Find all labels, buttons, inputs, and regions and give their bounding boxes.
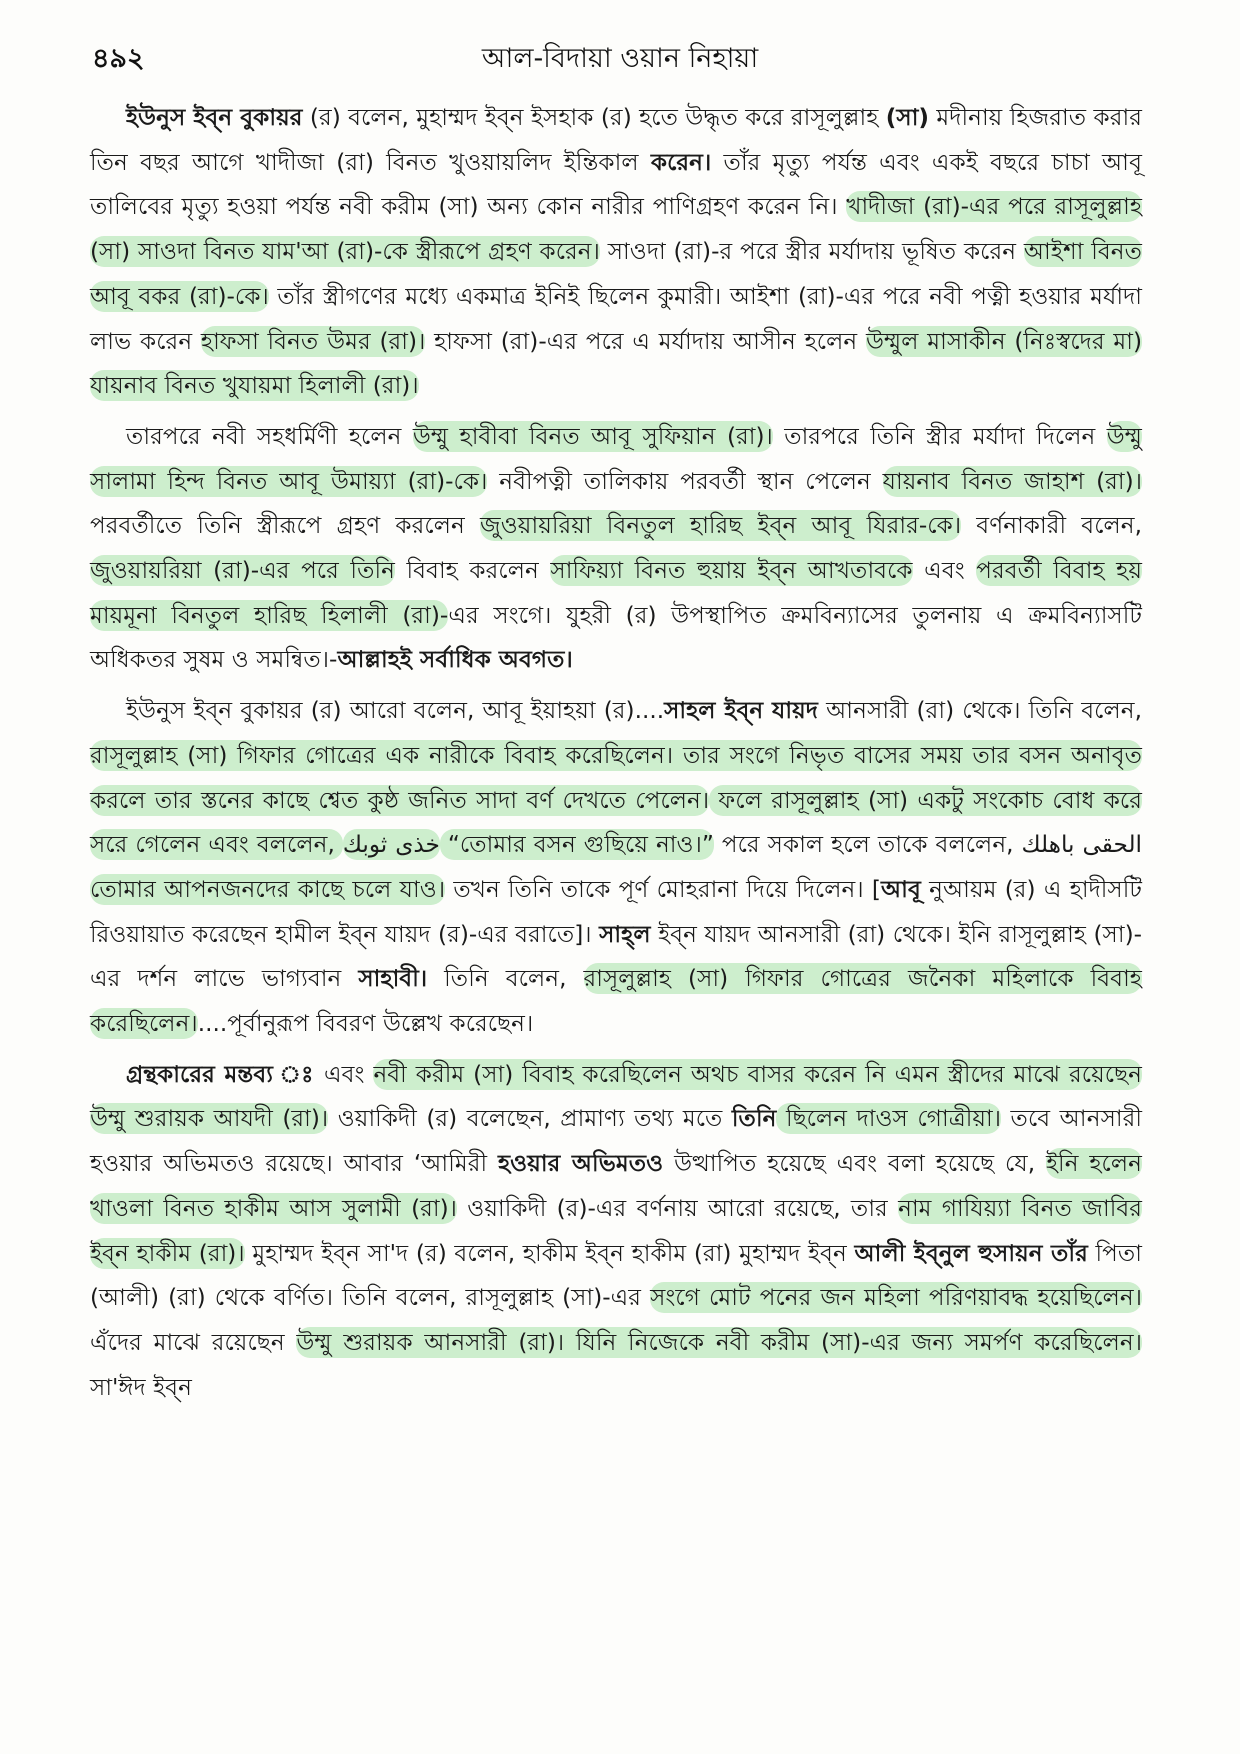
text-span: আবূ — [880, 875, 921, 903]
text-span: সাহল ইব্ন যায়দ — [664, 697, 818, 725]
highlighted-text: উম্মু সালামা হিন্দ বিনত আবূ উমায়্যা (রা)-কে। — [90, 422, 1143, 495]
text-span: গ্রন্থকারের মন্তব্য ঃ — [126, 1060, 316, 1088]
highlighted-text: উম্মু শুরায়ক আনসারী (রা)। যিনি নিজেকে নবী করীম (সা)-এর জন্য সমর্পণ করেছিলেন। — [296, 1328, 1142, 1356]
text-span: তাঁর মৃত্যু পর্যন্ত এবং একই বছরে চাচা আবূ তালিবের মৃত্যু হওয়া পর্যন্ত নবী করীম (সা) অন্য কোন নারীর পাণিগ্রহণ করেন নি। — [90, 148, 1142, 221]
text-span: এবং — [912, 557, 977, 585]
text-span: বিবাহ করলেন — [394, 557, 551, 585]
highlighted-text: সংগে মোট পনের জন মহিলা পরিণয়াবদ্ধ হয়েছিলেন। — [650, 1284, 1142, 1312]
highlighted-text: রাসূলুল্লাহ (সা) গিফার গোত্রের জনৈকা মহিলাকে বিবাহ করেছিলেন। — [90, 965, 1142, 1038]
highlighted-text: ইনি হলেন খাওলা বিনত হাকীম আস সুলামী (রা)। — [90, 1150, 1142, 1222]
text-span: আলী ইব্নুল হুসায়ন তাঁর — [854, 1239, 1088, 1267]
arabic-phrase: خذى ثوبك — [342, 831, 440, 859]
highlighted-text: ফলে রাসূলুল্লাহ (সা) একটু সংকোচ বোধ করে সরে গেলেন এবং বললেন, — [90, 786, 1143, 859]
text-span: ইউনুস ইব্ন বুকায়র (র) আরো বলেন, আবূ ইয়াহয়া (র).... — [126, 697, 665, 725]
text-span: মদীনায় হিজরাত করার তিন বছর আগে খাদীজা (রা) বিনত খুওয়ায়লিদ ইন্তিকাল — [90, 104, 1143, 176]
highlighted-text: নবী করীম (সা) বিবাহ করেছিলেন অথচ বাসর করেন নি এমন স্ত্রীদের মাঝে রয়েছেন উম্মু শুরায়ক আযদী (রা)। — [90, 1060, 1142, 1133]
running-title: আল-বিদায়া ওয়ান নিহায়া — [481, 43, 759, 74]
highlighted-text: খাদীজা (রা)-এর পরে রাসূলুল্লাহ (সা) সাওদা বিনত যাম'আ (রা)-কে স্ত্রীরূপে গ্রহণ করেন। — [90, 193, 1143, 266]
text-span: নুআয়ম (র) এ হাদীসটি রিওয়ায়াত করেছেন হামীল ইব্ন যায়দ (র)-এর বরাতে]। — [90, 875, 1143, 948]
page-number: ৪৯২ — [92, 43, 145, 74]
text-span: সা'ঈদ ইব্ন — [90, 1373, 192, 1401]
page-header — [92, 38, 1148, 78]
text-span: তিনি — [731, 1105, 777, 1133]
arabic-phrase: الحقى باهلك — [1021, 831, 1142, 859]
highlighted-text: উম্মু হাবীবা বিনত আবূ সুফিয়ান (রা)। — [412, 422, 773, 450]
highlighted-text: জুওয়ায়রিয়া বিনতুল হারিছ ইব্ন আবূ যিরার-কে। — [480, 512, 962, 540]
paragraph-1 — [90, 96, 1142, 409]
text-span: তাঁর স্ত্রীগণের মধ্যে একমাত্র ইনিই ছিলেন কুমারী। আইশা (রা)-এর পরে নবী পত্নী হওয়ার মর্যাদা লাভ করেন — [90, 282, 1143, 355]
text-span: সাহাবী। — [358, 965, 428, 993]
paragraph-3 — [90, 689, 1142, 1047]
text-span: এর সংগে। যুহরী (র) উপস্থাপিত ক্রমবিন্যাসের তুলনায় এ ক্রমবিন্যাসটি অধিকতর সুষম ও সমন্বিত।- — [90, 601, 1143, 674]
text-span: বর্ণনাকারী বলেন, — [961, 512, 1143, 540]
highlighted-text: জুওয়ায়রিয়া (রা)-এর পরে তিনি — [90, 557, 395, 585]
highlighted-text: হাফসা বিনত উমর (রা)। — [200, 327, 426, 355]
text-span: পরবর্তীতে তিনি স্ত্রীরূপে গ্রহণ করলেন — [90, 512, 480, 540]
text-span: মুহাম্মদ ইব্ন সা'দ (র) বলেন, হাকীম ইব্ন হাকীম (রা) মুহাম্মদ ইব্ন — [244, 1239, 855, 1267]
highlighted-text: ছিলেন দাওস গোত্রীয়া। — [776, 1105, 1002, 1133]
text-span: সাওদা (রা)-র পরে স্ত্রীর মর্যাদায় ভূষিত করেন — [599, 238, 1024, 266]
text-span: ওয়াকিদী (র) বলেছেন, প্রামাণ্য তথ্য মতে — [328, 1105, 732, 1133]
text-span: ওয়াকিদী (র)-এর বর্ণনায় আরো রয়েছে, তার — [456, 1194, 899, 1222]
paragraph-4 — [90, 1053, 1142, 1411]
highlighted-text: উম্মুল মাসাকীন (নিঃস্বদের মা) যায়নাব বিনত খুযায়মা হিলালী (রা)। — [90, 327, 1143, 400]
text-span: আনসারী (রা) থেকে। তিনি বলেন, — [817, 697, 1142, 725]
highlighted-text: নাম গাযিয়্যা বিনত জাবির ইব্ন হাকীম (রা)। — [90, 1194, 1142, 1267]
text-span: করেন। — [650, 148, 712, 176]
text-span: তিনি বলেন, — [427, 965, 584, 993]
text-span: (সা) — [885, 104, 930, 131]
paragraph-2 — [90, 415, 1142, 683]
highlighted-text: সাফিয়্যা বিনত হুয়ায় ইব্ন আখতাবকে — [550, 557, 913, 585]
text-span: এঁদের মাঝে রয়েছেন — [90, 1328, 297, 1356]
text-span: হাফসা (রা)-এর পরে এ মর্যাদায় আসীন হলেন — [425, 327, 866, 355]
highlighted-text: যায়নাব বিনত জাহাশ (রা)। — [882, 467, 1142, 495]
text-span: উত্থাপিত হয়েছে এবং বলা হয়েছে যে, — [663, 1150, 1046, 1178]
text-span: এবং — [315, 1060, 374, 1088]
text-span: পরে সকাল হলে তাকে বললেন, — [713, 831, 1022, 859]
text-span: তারপরে নবী সহধর্মিণী হলেন — [126, 422, 413, 450]
text-span: হওয়ার অভিমতও — [498, 1150, 664, 1178]
text-span: ইউনুস ইব্ন বুকায়র — [126, 104, 303, 131]
text-span: নবীপত্নী তালিকায় পরবর্তী স্থান পেলেন — [487, 467, 883, 495]
highlighted-text: রাসূলুল্লাহ (সা) গিফার গোত্রের এক নারীকে বিবাহ করেছিলেন। তার সংগে নিভৃত বাসের সময় তার বসন অনাবৃত করলে তার স্তনের কাছে শ্বেত কুষ্ঠ জনিত সাদা বর্ণ দেখতে পেলেন। — [90, 741, 1142, 814]
text-span: আল্লাহই সর্বাধিক অবগত। — [337, 646, 573, 674]
highlighted-text: তোমার আপনজনদের কাছে চলে যাও। — [90, 875, 446, 903]
text-span: পিতা (আলী) (রা) থেকে বর্ণিত। তিনি বলেন, রাসূলুল্লাহ (সা)-এর — [90, 1239, 1142, 1312]
highlighted-text: আইশা বিনত আবূ বকর (রা)-কে। — [90, 238, 1142, 310]
text-span: (র) বলেন, মুহাম্মদ ইব্ন ইসহাক (র) হতে উদ্ধৃত করে রাসূলুল্লাহ — [302, 104, 886, 131]
text-span: ....পূর্বানুরূপ বিবরণ উল্লেখ করেছেন। — [197, 1010, 534, 1038]
text-span: সাহ্‌ল — [599, 920, 651, 948]
text-span: ইব্ন যায়দ আনসারী (রা) থেকে। ইনি রাসূলুল্লাহ (সা)-এর দর্শন লাভে ভাগ্যবান — [90, 920, 1142, 993]
text-span: তারপরে তিনি স্ত্রীর মর্যাদা দিলেন — [772, 422, 1107, 450]
highlighted-text: পরবর্তী বিবাহ হয় মায়মূনা বিনতুল হারিছ হিলালী (রা)- — [90, 557, 1143, 629]
text-span: তখন তিনি তাকে পূর্ণ মোহরানা দিয়ে দিলেন। [ — [445, 875, 881, 903]
page-body — [90, 96, 1142, 1416]
highlighted-text: “তোমার বসন গুছিয়ে নাও।” — [439, 831, 714, 859]
text-span: তবে আনসারী হওয়ার অভিমতও রয়েছে। আবার ‘আমিরী — [90, 1105, 1142, 1178]
